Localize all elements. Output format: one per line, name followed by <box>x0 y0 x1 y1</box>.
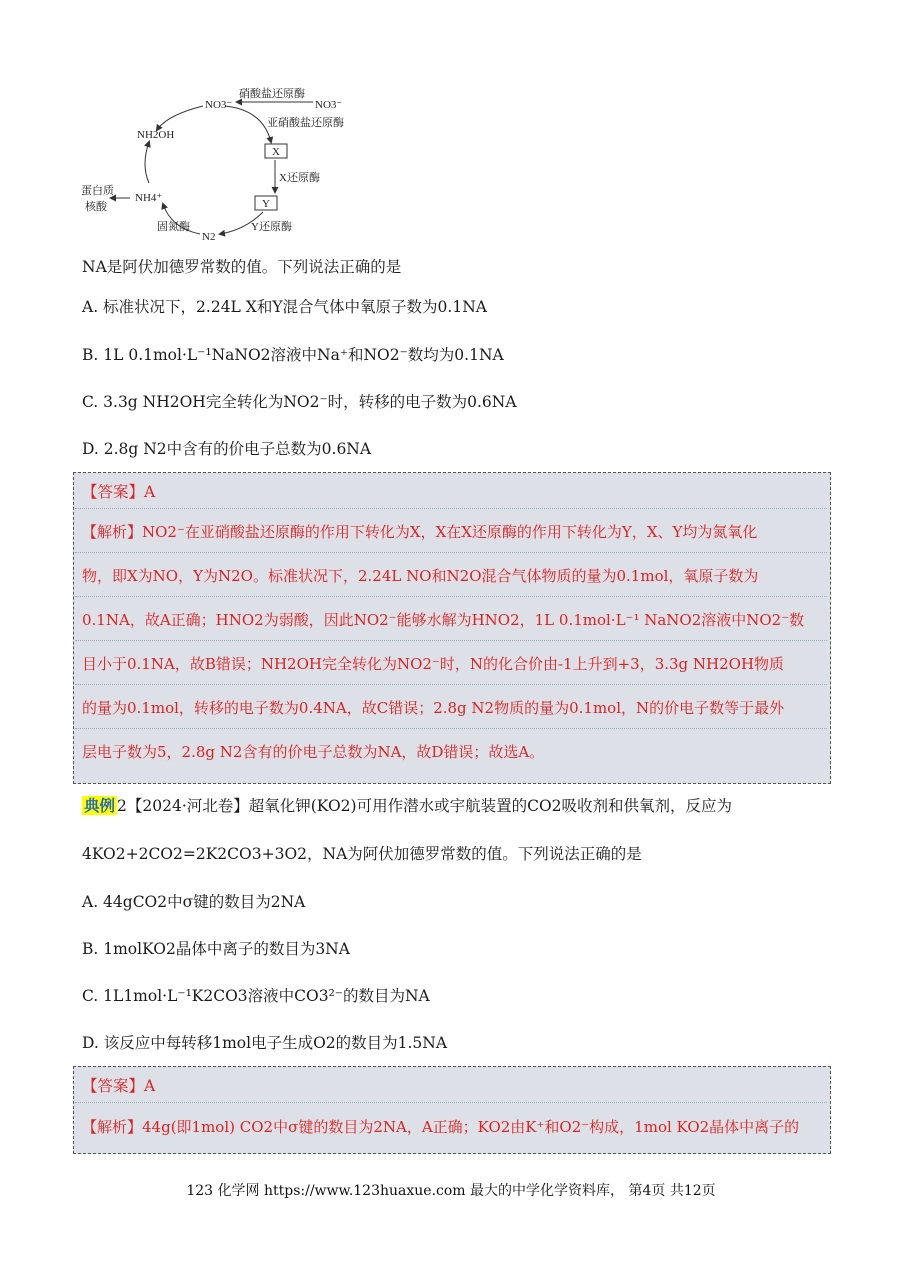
no3-left-label: NO3⁻ <box>205 99 233 111</box>
q2-answer: 【答案】A <box>82 1077 156 1095</box>
q1-option-a: A. 标准状况下，2.24L X和Y混合气体中氧原子数为0.1NA <box>82 298 487 316</box>
enzyme-nitrite-label: 亚硝酸盐还原酶 <box>267 117 344 129</box>
q1-analysis-line-1: 【解析】NO2⁻在亚硝酸盐还原酶的作用下转化为X，X在X还原酶的作用下转化为Y，X、Y均为氮氧化 <box>82 523 758 541</box>
nucleic-label: 核酸 <box>85 201 107 213</box>
q2-option-d: D. 该反应中每转移1mol电子生成O2的数目为1.5NA <box>82 1034 448 1052</box>
q1-analysis-line-6: 层电子数为5，2.8g N2含有的价电子总数为NA，故D错误；故选A。 <box>82 743 545 761</box>
q1-stem: NA是阿伏加德罗常数的值。下列说法正确的是 <box>82 258 402 276</box>
q2-stem-text: 2【2024·河北卷】超氧化钾(KO2)可用作潜水或宇航装置的CO2吸收剂和供氧剂，反应为 <box>117 797 733 815</box>
q2-option-a: A. 44gCO2中σ键的数目为2NA <box>82 893 306 911</box>
enzyme-fix-label: 固氮酶 <box>157 221 190 233</box>
x-box-label: X <box>272 146 280 158</box>
q2-stem-line-1 <box>82 796 732 816</box>
y-box-label: Y <box>262 198 270 210</box>
q2-analysis-line-1: 【解析】44g(即1mol) CO2中σ键的数目为2NA，A正确；KO2由K⁺和O2⁻构成，1mol KO2晶体中离子的 <box>82 1118 800 1136</box>
q2-option-c: C. 1L1mol·L⁻¹K2CO3溶液中CO3²⁻的数目为NA <box>82 987 430 1005</box>
example-badge: 典例 <box>84 796 116 815</box>
no3-right-label: NO3⁻ <box>315 99 343 111</box>
q2-option-b: B. 1molKO2晶体中离子的数目为3NA <box>82 940 350 958</box>
q2-answer-box <box>73 1066 831 1154</box>
enzyme-x-label: X还原酶 <box>279 172 320 184</box>
q1-analysis-line-4: 目小于0.1NA，故B错误；NH2OH完全转化为NO2⁻时，N的化合价由-1上升到+3，3.3g NH2OH物质 <box>82 655 785 673</box>
q1-option-b: B. 1L 0.1mol·L⁻¹NaNO2溶液中Na⁺和NO2⁻数均为0.1NA <box>82 346 504 364</box>
q1-option-c: C. 3.3g NH2OH完全转化为NO2⁻时，转移的电子数为0.6NA <box>82 393 517 411</box>
q1-answer: 【答案】A <box>82 483 156 501</box>
q1-analysis-line-3: 0.1NA，故A正确；HNO2为弱酸，因此NO2⁻能够水解为HNO2，1L 0.1mol·L⁻¹ NaNO2溶液中NO2⁻数 <box>82 611 805 629</box>
protein-label: 蛋白质 <box>81 185 114 197</box>
n2-label: N2 <box>202 231 216 243</box>
nitrogen-cycle-diagram <box>75 80 375 245</box>
nh2oh-label: NH2OH <box>137 129 175 141</box>
enzyme-y-label: Y还原酶 <box>251 221 292 233</box>
q1-option-d: D. 2.8g N2中含有的价电子总数为0.6NA <box>82 440 372 458</box>
nh4-label: NH4⁺ <box>135 192 163 204</box>
q1-analysis-line-2: 物，即X为NO，Y为N2O。标准状况下，2.24L NO和N2O混合气体物质的量为0.1mol，氧原子数为 <box>82 567 759 585</box>
q1-analysis-line-5: 的量为0.1mol，转移的电子数为0.4NA，故C错误；2.8g N2物质的量为0.1mol，N的价电子数等于最外 <box>82 699 785 717</box>
enzyme-nitrate-label: 硝酸盐还原酶 <box>239 88 305 100</box>
q2-stem-line-2: 4KO2+2CO2=2K2CO3+3O2，NA为阿伏加德罗常数的值。下列说法正确的是 <box>82 845 642 863</box>
page-footer: 123 化学网 https://www.123huaxue.com 最大的中学化学资料库， 第4页 共12页 <box>186 1183 716 1199</box>
